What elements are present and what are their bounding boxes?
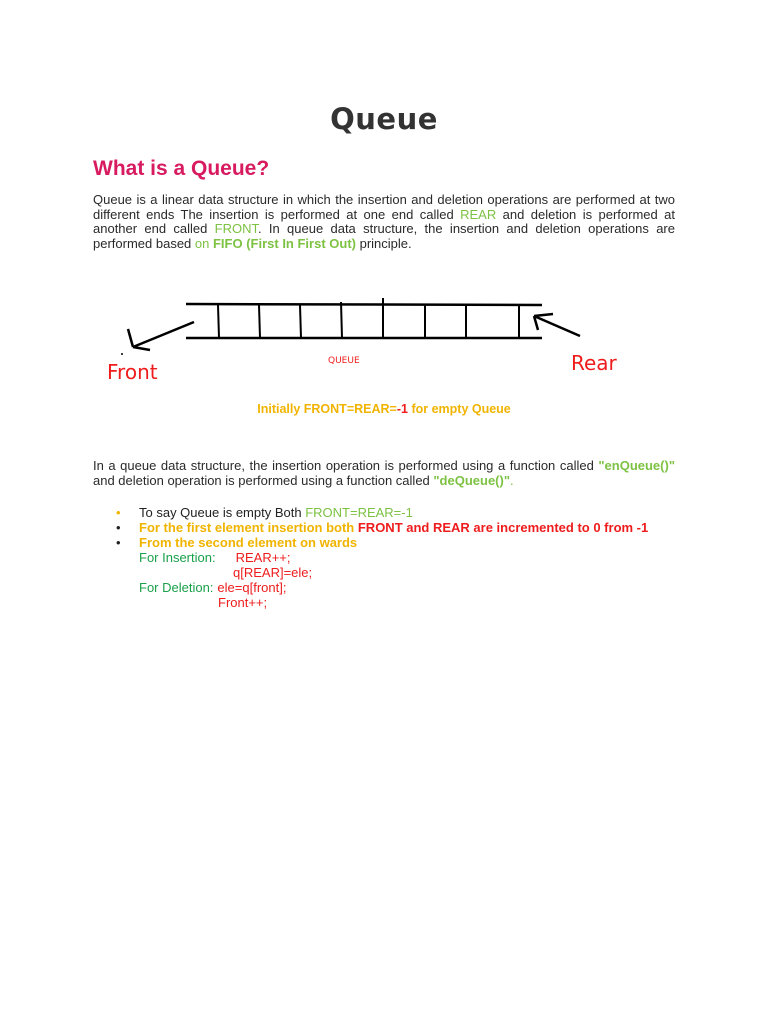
- dequeue-term: "deQueue()": [433, 472, 511, 488]
- queue-top-rail: [186, 304, 542, 305]
- bullet-2-text: For the first element insertion both: [139, 520, 358, 535]
- front-label: Front: [107, 360, 158, 384]
- caption-value: -1: [396, 402, 408, 416]
- rear-term: REAR: [460, 206, 497, 222]
- bullet-2-code: FRONT and REAR are incremented to 0 from -1: [357, 520, 649, 535]
- intro-text-2: and deletion is performed at another end called: [93, 206, 675, 237]
- bullet-3-text: From the second element on wards: [139, 535, 358, 550]
- insertion-code-2: q[REAR]=ele;: [233, 565, 313, 580]
- intro-text-4: principle.: [355, 235, 412, 251]
- ops-text-3: .: [510, 472, 514, 488]
- intro-text-1: Queue is a linear data structure in which the insertion and deletion operations are performed at two different ends The insertion is performed at one end called: [93, 192, 675, 222]
- ops-text-2: and deletion operation is performed using a function called: [93, 472, 434, 488]
- deletion-line: [110, 580, 710, 595]
- section-heading: What is a Queue?: [93, 157, 270, 180]
- ops-text-1: In a queue data structure, the insertion operation is performed using a function called: [93, 458, 599, 473]
- rear-arrow-icon: [534, 314, 580, 336]
- enqueue-term: "enQueue()": [598, 458, 675, 473]
- insertion-line-2: [110, 565, 710, 580]
- intro-paragraph: [93, 193, 675, 251]
- bullet-dot-icon: •: [116, 505, 121, 520]
- on-term: on: [194, 235, 213, 251]
- bullet-1-code: FRONT=REAR=-1: [305, 505, 413, 520]
- insertion-code-1: REAR++;: [235, 550, 291, 565]
- deletion-label: For Deletion:: [139, 580, 214, 595]
- list-item: [110, 505, 710, 520]
- deletion-line-2: [110, 595, 710, 610]
- deletion-code-1: ele=q[front];: [217, 580, 287, 595]
- deletion-code-2: Front++;: [218, 595, 268, 610]
- empty-queue-caption: [0, 402, 768, 416]
- bullet-list: [110, 505, 710, 610]
- fifo-term: FIFO (First In First Out): [212, 235, 356, 251]
- intro-text-3: . In queue data structure, the insertion and deletion operations are performed based: [93, 221, 675, 251]
- front-term: FRONT: [214, 221, 258, 237]
- caption-text-2: for empty Queue: [407, 402, 511, 416]
- rear-label: Rear: [571, 351, 617, 375]
- insertion-line: [110, 550, 710, 565]
- page-title: Queue: [330, 102, 438, 136]
- bullet-dot-icon: •: [116, 535, 121, 550]
- front-arrow-icon: [128, 322, 194, 350]
- caption-text-1: Initially FRONT=REAR=: [257, 402, 397, 416]
- stray-dot: [121, 353, 123, 355]
- bullet-1-text: To say Queue is empty Both: [139, 505, 306, 520]
- queue-label: QUEUE: [328, 356, 360, 366]
- queue-diagram: [100, 290, 640, 390]
- list-item: [110, 520, 710, 535]
- bullet-dot-icon: •: [116, 520, 121, 535]
- insertion-label: For Insertion:: [139, 550, 216, 565]
- operations-paragraph: [93, 459, 675, 488]
- list-item: [110, 535, 710, 550]
